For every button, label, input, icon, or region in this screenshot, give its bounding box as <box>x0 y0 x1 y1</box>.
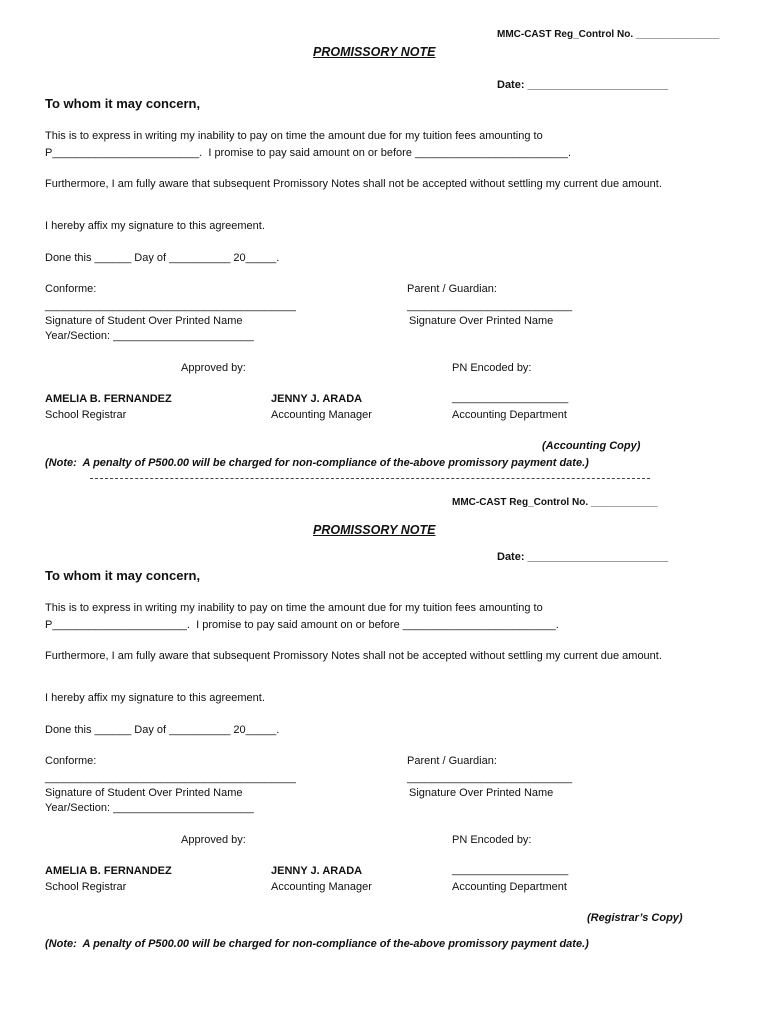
done-this-line: Done this ______ Day of __________ 20_____. <box>45 724 280 736</box>
salutation: To whom it may concern, <box>45 568 201 583</box>
paragraph-tuition-line2: P________________________. I promise to pay said amount on or before _________________________. <box>45 147 571 159</box>
registrar-name: AMELIA B. FERNANDEZ <box>45 393 172 405</box>
parent-signature-line: ___________________________ <box>407 772 573 784</box>
registrar-name: AMELIA B. FERNANDEZ <box>45 865 172 877</box>
date-line: Date: _______________________ <box>497 79 669 91</box>
copy-label: (Registrar’s Copy) <box>587 912 683 924</box>
note-title: PROMISSORY NOTE <box>313 523 436 537</box>
paragraph-tuition-line2: P______________________. I promise to pay said amount on or before _________________________. <box>45 619 559 631</box>
paragraph-subsequent-notes: Furthermore, I am fully aware that subsequent Promissory Notes shall not be accepted without settling my current due amount. <box>45 178 662 190</box>
done-this-line: Done this ______ Day of __________ 20_____. <box>45 252 280 264</box>
pn-encoded-by-label: PN Encoded by: <box>452 362 532 374</box>
manager-title: Accounting Manager <box>271 881 372 893</box>
student-signature-label: Signature of Student Over Printed Name <box>45 315 243 327</box>
paragraph-subsequent-notes: Furthermore, I am fully aware that subsequent Promissory Notes shall not be accepted without settling my current due amount. <box>45 650 662 662</box>
encoder-signature-line: ___________________ <box>452 864 569 876</box>
note-title: PROMISSORY NOTE <box>313 45 436 59</box>
encoder-signature-line: ___________________ <box>452 392 569 404</box>
parent-signature-label: Signature Over Printed Name <box>409 787 554 799</box>
parent-guardian-label: Parent / Guardian: <box>407 283 497 295</box>
paragraph-signature: I hereby affix my signature to this agreement. <box>45 692 265 704</box>
registrar-title: School Registrar <box>45 881 127 893</box>
year-section-line: Year/Section: _______________________ <box>45 330 254 342</box>
paragraph-signature: I hereby affix my signature to this agreement. <box>45 220 265 232</box>
conforme-label: Conforme: <box>45 283 97 295</box>
parent-signature-line: ___________________________ <box>407 300 573 312</box>
control-number: MMC-CAST Reg_Control No. ____________ <box>452 497 658 508</box>
parent-guardian-label: Parent / Guardian: <box>407 755 497 767</box>
paragraph-tuition-line1: This is to express in writing my inability to pay on time the amount due for my tuition fees amounting to <box>45 130 543 142</box>
manager-name: JENNY J. ARADA <box>271 865 363 877</box>
encoder-title: Accounting Department <box>452 881 567 893</box>
manager-name: JENNY J. ARADA <box>271 393 363 405</box>
control-number: MMC-CAST Reg_Control No. _______________ <box>497 29 720 40</box>
penalty-note: (Note: A penalty of P500.00 will be charged for non-compliance of the-above promissory payment date.) <box>45 457 589 469</box>
salutation: To whom it may concern, <box>45 96 201 111</box>
pn-encoded-by-label: PN Encoded by: <box>452 834 532 846</box>
parent-signature-label: Signature Over Printed Name <box>409 315 554 327</box>
cut-line-divider <box>90 478 650 479</box>
approved-by-label: Approved by: <box>181 362 246 374</box>
student-signature-line: _________________________________________ <box>45 300 296 312</box>
manager-title: Accounting Manager <box>271 409 372 421</box>
student-signature-line: _________________________________________ <box>45 772 296 784</box>
copy-label: (Accounting Copy) <box>542 440 641 452</box>
date-line: Date: _______________________ <box>497 551 669 563</box>
paragraph-tuition-line1: This is to express in writing my inability to pay on time the amount due for my tuition fees amounting to <box>45 602 543 614</box>
conforme-label: Conforme: <box>45 755 97 767</box>
penalty-note: (Note: A penalty of P500.00 will be charged for non-compliance of the-above promissory payment date.) <box>45 938 589 950</box>
year-section-line: Year/Section: _______________________ <box>45 802 254 814</box>
encoder-title: Accounting Department <box>452 409 567 421</box>
registrar-title: School Registrar <box>45 409 127 421</box>
student-signature-label: Signature of Student Over Printed Name <box>45 787 243 799</box>
approved-by-label: Approved by: <box>181 834 246 846</box>
